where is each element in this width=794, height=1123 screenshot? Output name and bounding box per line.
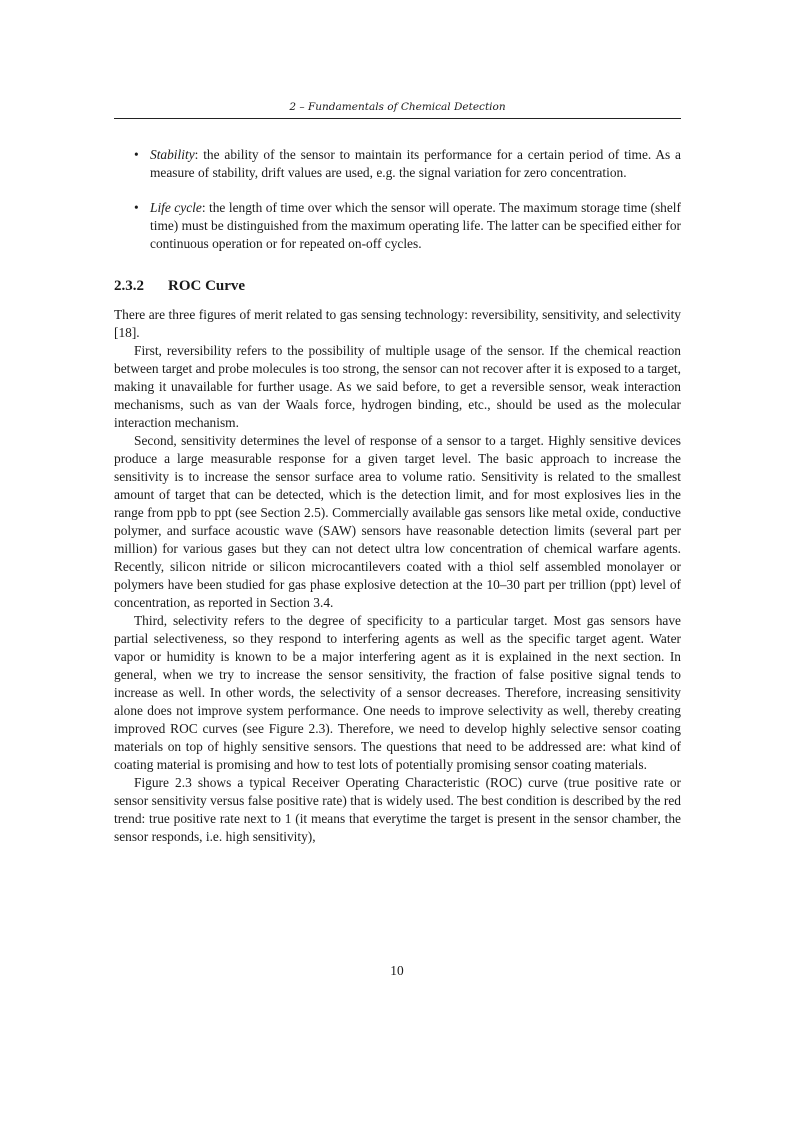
bullet-item-life-cycle: [114, 199, 681, 253]
paragraph: There are three figures of merit related to gas sensing technology: reversibility, sensitivity, and selectivity [18].: [114, 307, 681, 340]
bullet-icon: •: [134, 200, 139, 215]
bullet-list: [114, 146, 681, 253]
paragraph: Figure 2.3 shows a typical Receiver Operating Characteristic (ROC) curve (true positive rate or sensor sensitivity versus false positive rate) that is widely used. The best condition is described by the red trend: true positive rate next to 1 (it means that everytime the target is present in the sensor chamber, the sensor responds, i.e. high sensitivity),: [114, 775, 681, 844]
running-header: 2 – Fundamentals of Chemical Detection: [289, 101, 506, 113]
page-body: [114, 146, 681, 846]
paragraph: Second, sensitivity determines the level of response of a sensor to a target. Highly sensitive devices produce a large measurable response for a given target level. The basic approach to increase the sensitivity is to increase the sensor surface area to volume ratio. Sensitivity is related to the smallest amount of target that can be detected, which is the detection limit, and for most explosives lies in the range from ppb to ppt (see Section 2.5). Commercially available gas sensors like metal oxide, conductive polymer, and surface acoustic wave (SAW) sensors have reasonable detection limits (several part per million) for various gases but they can not detect ultra low concentration of chemical warfare agents. Recently, silicon nitride or silicon microcantilevers coated with a thiol self assembled monolayer or polymers have been studied for gas phase explosive detection at the 10–30 part per trillion (ppt) level of concentration, as reported in Section 3.4.: [114, 433, 681, 610]
page-number: 10: [390, 963, 404, 978]
paragraph: First, reversibility refers to the possibility of multiple usage of the sensor. If the chemical reaction between target and probe molecules is too strong, the sensor can not recover after it is exposed to a target, making it unavailable for further usage. As we said before, to get a reversible sensor, weak interaction mechanisms, such as van der Waals force, hydrogen binding, etc., should be used as the molecular interaction mechanism.: [114, 343, 681, 430]
paragraph: Third, selectivity refers to the degree of specificity to a particular target. Most gas sensors have partial selectiveness, so they respond to interfering agents as well as the specific target agent. Water vapor or humidity is known to be a major interfering agent as it is explained in the next section. In general, when we try to increase the sensor sensitivity, the fraction of false positive signal tends to increase as well. In other words, the selectivity of a sensor decreases. Therefore, increasing sensitivity alone does not improve system performance. One needs to improve selectivity as well, thereby creating improved ROC curves (see Figure 2.3). Therefore, we need to develop highly selective sensor coating materials on top of highly sensitive sensors. The questions that need to be addressed are: what kind of coating material is promising and how to test lots of potentially promising sensor coating materials.: [114, 613, 681, 772]
bullet-text: : the length of time over which the sensor will operate. The maximum storage time (shelf time) must be distinguished from the maximum operating life. The latter can be specified either for continuous operation or for repeated on-off cycles.: [150, 200, 681, 251]
bullet-item-stability: [114, 146, 681, 182]
bullet-icon: •: [134, 147, 139, 162]
bullet-term: Life cycle: [150, 200, 202, 215]
section-heading: [114, 276, 681, 296]
bullet-text: : the ability of the sensor to maintain its performance for a certain period of time. As a measure of stability, drift values are used, e.g. the signal variation for zero concentration.: [150, 147, 681, 180]
header-rule: [114, 118, 681, 119]
section-number: 2.3.2: [114, 278, 144, 294]
section-title: ROC Curve: [168, 278, 246, 294]
bullet-term: Stability: [150, 147, 195, 162]
